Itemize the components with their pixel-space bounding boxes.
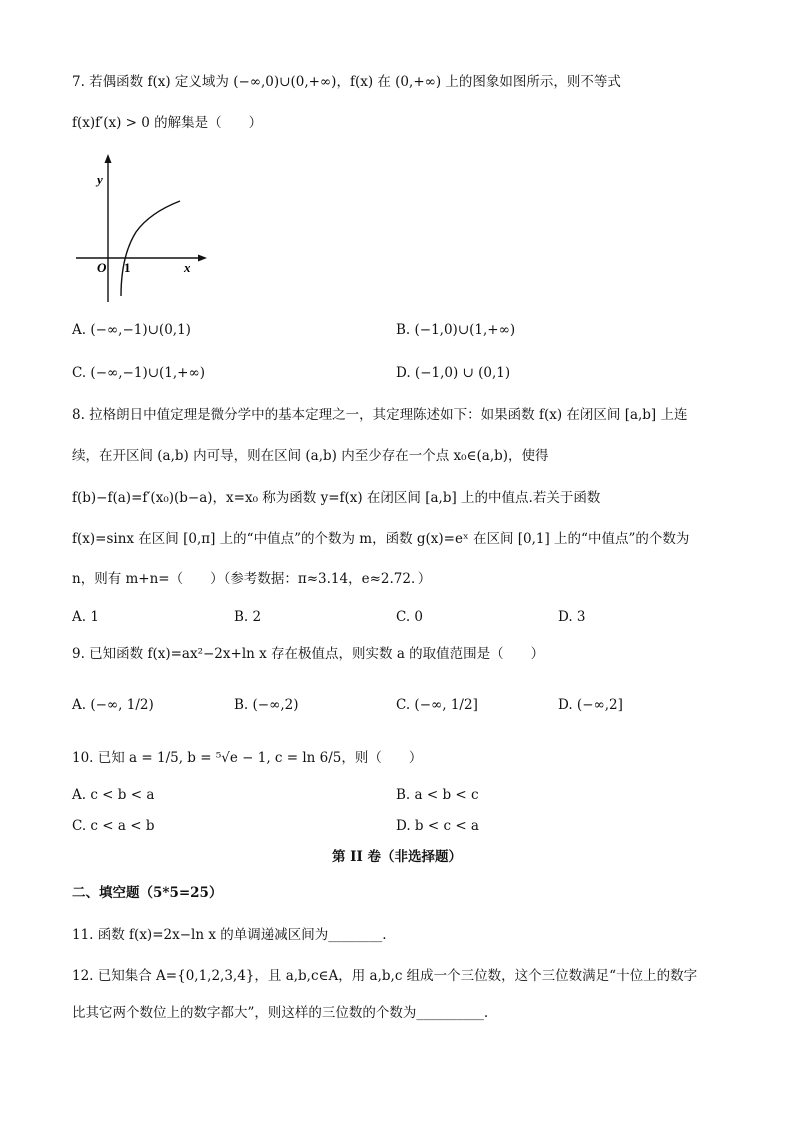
axis-y-label: y (97, 172, 103, 187)
origin-label: O (97, 260, 107, 275)
q10-option-a[interactable]: A. c < b < a (72, 787, 155, 803)
q8-stem-line1: 8. 拉格朗日中值定理是微分学中的基本定理之一，其定理陈述如下：如果函数 f(x) 在闭区间 [a,b] 上连 (72, 407, 688, 423)
q11-stem: 11. 函数 f(x)=2x−ln x 的单调递减区间为________. (72, 927, 387, 943)
q8-stem-line3: f(b)−f(a)=f′(x₀)(b−a)，x=x₀ 称为函数 y=f(x) 在闭区间 [a,b] 上的中值点.若关于函数 (72, 490, 601, 506)
q7-option-c[interactable]: C. (−∞,−1)∪(1,+∞) (72, 365, 205, 381)
tick-label-1: 1 (124, 260, 131, 275)
q10-option-c[interactable]: C. c < a < b (72, 818, 155, 834)
q8-stem-line4: f(x)=sinx 在区间 [0,π] 上的“中值点”的个数为 m，函数 g(x)=eˣ 在区间 [0,1] 上的“中值点”的个数为 (72, 531, 690, 547)
q7-option-a[interactable]: A. (−∞,−1)∪(0,1) (72, 322, 191, 338)
q9-option-d[interactable]: D. (−∞,2] (558, 697, 623, 713)
axis-x-label: x (184, 260, 191, 275)
q8-option-c[interactable]: C. 0 (396, 609, 424, 625)
q7-option-d[interactable]: D. (−1,0) ∪ (0,1) (396, 365, 511, 381)
q8-stem-line2: 续，在开区间 (a,b) 内可导，则在区间 (a,b) 内至少存在一个点 x₀∈(a,b)，使得 (72, 448, 549, 464)
q7-stem-line1: 7. 若偶函数 f(x) 定义域为 (−∞,0)∪(0,+∞)，f(x) 在 (0,+∞) 上的图象如图所示，则不等式 (72, 74, 621, 90)
q8-option-a[interactable]: A. 1 (72, 609, 99, 625)
q9-option-a[interactable]: A. (−∞, 1/2) (72, 697, 154, 713)
q7-option-b[interactable]: B. (−1,0)∪(1,+∞) (396, 322, 516, 338)
q10-option-d[interactable]: D. b < c < a (396, 818, 479, 834)
q8-option-b[interactable]: B. 2 (234, 609, 262, 625)
q12-stem-line2: 比其它两个数位上的数字都大”，则这样的三位数的个数为__________. (72, 1005, 489, 1021)
q9-option-c[interactable]: C. (−∞, 1/2] (396, 697, 478, 713)
q10-option-b[interactable]: B. a < b < c (396, 787, 479, 803)
q9-stem: 9. 已知函数 f(x)=ax²−2x+ln x 存在极值点，则实数 a 的取值范围是（ ） (72, 646, 545, 662)
q10-stem: 10. 已知 a = 1/5, b = ⁵√e − 1, c = ln 6/5，则（ ） (72, 750, 423, 766)
q8-option-d[interactable]: D. 3 (558, 609, 586, 625)
q8-stem-line5: n，则有 m+n=（ ）（参考数据：π≈3.14，e≈2.72．） (72, 571, 432, 587)
q12-stem-line1: 12. 已知集合 A={0,1,2,3,4}，且 a,b,c∈A，用 a,b,c 组成一个三位数，这个三位数满足“十位上的数字 (72, 968, 698, 984)
section-subtitle: 二、填空题（5*5=25） (72, 885, 223, 901)
q7-stem-line2: f(x)f′(x) > 0 的解集是（ ） (72, 115, 263, 131)
q7-graph (70, 152, 210, 304)
q9-option-b[interactable]: B. (−∞,2) (234, 697, 299, 713)
section-title: 第 II 卷（非选择题） (331, 849, 463, 865)
